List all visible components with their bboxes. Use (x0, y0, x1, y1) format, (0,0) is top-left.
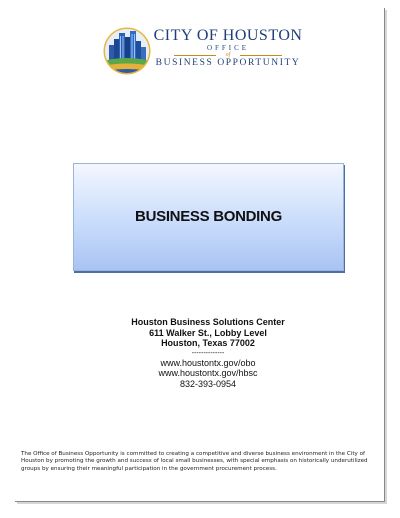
phone-number: 832-393-0954 (179, 378, 237, 389)
logo-business-opportunity: BUSINESS OPPORTUNITY (155, 58, 301, 68)
logo-city-name: CITY OF HOUSTON (153, 27, 303, 44)
separator: -------------- (191, 349, 225, 357)
address-block (60, 317, 356, 389)
title-banner (73, 163, 344, 271)
hbsc-url[interactable]: www.houstontx.gov/hbsc (158, 368, 258, 378)
logo-text (153, 27, 303, 69)
logo-office: OFFICE (206, 44, 250, 52)
street-address: 611 Walker St., Lobby Level (149, 327, 267, 338)
obo-url[interactable]: www.houstontx.gov/obo (160, 357, 256, 368)
logo-of: of (153, 52, 303, 58)
mission-statement: The Office of Business Opportunity is committed to creating a competitive and diverse business environment in the City of Houston by promoting the growth and success of local small businesses, with special emphasis on historically underutilized groups by ensuring their meaningful participation in the government procurement process. (21, 451, 368, 472)
city-state-zip: Houston, Texas 77002 (161, 338, 255, 348)
document-title: BUSINESS BONDING (135, 208, 282, 225)
city-of-houston-logo (103, 25, 303, 81)
center-name: Houston Business Solutions Center (131, 317, 285, 327)
city-skyline-emblem-icon (103, 25, 151, 77)
